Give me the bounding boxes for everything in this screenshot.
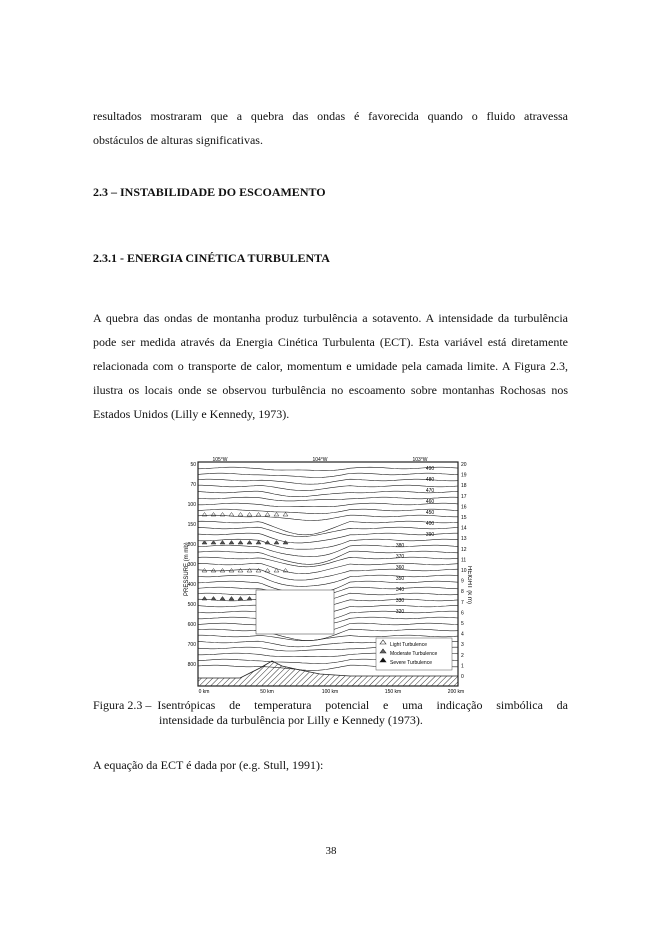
figure-isentropes bbox=[180, 456, 472, 696]
right-tick-label: 15 bbox=[461, 515, 467, 521]
right-tick-label: 18 bbox=[461, 483, 467, 490]
right-tick-label: 4 bbox=[461, 631, 464, 638]
right-tick-label: 2 bbox=[461, 652, 464, 659]
left-tick-label: 800 bbox=[187, 662, 196, 668]
left-tick-label: 600 bbox=[187, 622, 196, 628]
isentrope-label: 400 bbox=[425, 521, 435, 527]
bottom-tick-label: 50 km bbox=[260, 689, 274, 695]
isentrope-label: 470 bbox=[425, 488, 435, 494]
paragraph-ect: A quebra das ondas de montanha produz turbulência a sotavento. A intensidade da turbulência pode ser medida através da Energia Cinética Turbulenta (ECT). Esta variável está diretamente relacionada com o transporte de calor, momentum e umidade pela camada limite. A Figura 2.3, ilustra os locais onde se observou turbulência no escoamento sobre montanhas Rochosas nos Estados Unidos (Lilly e Kennedy, 1973). bbox=[93, 311, 568, 421]
right-tick-label: 1 bbox=[461, 663, 464, 670]
right-ticks bbox=[461, 462, 467, 680]
isentrope-label: 320 bbox=[395, 609, 405, 615]
top-tick-label: 104°W bbox=[312, 457, 328, 463]
bottom-tick-label: 100 km bbox=[321, 689, 339, 695]
left-tick-label: 400 bbox=[187, 582, 196, 588]
right-tick-label: 9 bbox=[461, 578, 464, 585]
isentrope-label: 330 bbox=[395, 598, 405, 604]
figure-caption bbox=[93, 698, 568, 728]
subsection-heading: 2.3.1 - ENERGIA CINÉTICA TURBULENTA bbox=[93, 251, 330, 265]
blank-region bbox=[256, 590, 334, 634]
left-ticks bbox=[188, 462, 197, 668]
paragraph-intro-line1: resultados mostraram que a quebra das ondas é favorecida quando o fluido atravessa bbox=[93, 109, 568, 123]
isentrope-label: 390 bbox=[425, 532, 435, 538]
bottom-tick-label: 150 km bbox=[384, 689, 402, 695]
left-tick-label: 100 bbox=[187, 502, 196, 508]
isentrope-label: 480 bbox=[425, 477, 435, 483]
isentrope-label: 350 bbox=[395, 576, 405, 582]
legend-light: Light Turbulence bbox=[390, 642, 427, 648]
left-tick-label: 300 bbox=[187, 562, 196, 568]
paragraph-intro-line2: obstáculos de alturas significativas. bbox=[93, 133, 263, 147]
right-tick-label: 20 bbox=[461, 462, 467, 468]
right-tick-label: 16 bbox=[461, 504, 467, 511]
right-tick-label: 13 bbox=[461, 536, 467, 543]
caption-line2: intensidade da turbulência por Lilly e Kennedy (1973). bbox=[159, 713, 423, 727]
left-tick-label: 500 bbox=[187, 602, 196, 608]
isentrope-label: 380 bbox=[395, 543, 405, 549]
right-tick-label: 14 bbox=[461, 525, 467, 532]
isentrope-label: 370 bbox=[395, 554, 405, 560]
right-tick-label: 8 bbox=[461, 589, 464, 596]
isentrope-label: 450 bbox=[425, 510, 435, 516]
right-tick-label: 11 bbox=[461, 557, 467, 564]
right-tick-label: 6 bbox=[461, 610, 464, 617]
left-tick-label: 200 bbox=[187, 542, 196, 548]
isentrope-diagram bbox=[180, 456, 472, 696]
paragraph-ect-equation: A equação da ECT é dada por (e.g. Stull, 1991): bbox=[93, 758, 324, 772]
legend-severe: Severe Turbulence bbox=[390, 660, 432, 666]
bottom-ticks bbox=[199, 689, 465, 695]
bottom-tick-label: 0 km bbox=[198, 689, 210, 695]
caption-label: Figura 2.3 – bbox=[93, 698, 152, 712]
right-tick-label: 5 bbox=[461, 621, 464, 627]
isentrope-label: 340 bbox=[395, 587, 405, 593]
right-axis-label: HEIGHT (k m) bbox=[466, 566, 472, 604]
right-tick-label: 3 bbox=[461, 642, 464, 649]
right-tick-label: 19 bbox=[461, 472, 467, 479]
isentrope-label: 490 bbox=[425, 466, 435, 472]
right-tick-label: 12 bbox=[461, 546, 467, 553]
right-tick-label: 0 bbox=[461, 674, 464, 680]
turbulence-legend bbox=[376, 638, 452, 670]
top-tick-label: 105°W bbox=[212, 457, 228, 463]
caption-line1: Isentrópicas de temperatura potencial e uma indicação simbólica da bbox=[157, 698, 568, 712]
left-tick-label: 50 bbox=[190, 462, 196, 468]
paragraph-intro bbox=[93, 104, 568, 152]
isentrope-label: 360 bbox=[395, 565, 405, 571]
section-heading: 2.3 – INSTABILIDADE DO ESCOAMENTO bbox=[93, 185, 326, 199]
right-tick-label: 7 bbox=[461, 599, 464, 606]
right-tick-label: 10 bbox=[461, 568, 467, 574]
left-tick-label: 700 bbox=[187, 642, 196, 648]
page-number: 38 bbox=[325, 845, 337, 857]
bottom-tick-label: 200 km bbox=[447, 689, 465, 695]
right-tick-label: 17 bbox=[461, 493, 467, 500]
top-tick-label: 103°W bbox=[412, 457, 428, 463]
left-tick-label: 70 bbox=[190, 482, 196, 488]
left-tick-label: 150 bbox=[187, 522, 196, 528]
isentrope-label: 460 bbox=[425, 499, 435, 505]
legend-moderate: Moderate Turbulence bbox=[390, 651, 438, 657]
left-axis-label: PRESSURE (m mb) bbox=[184, 542, 190, 596]
